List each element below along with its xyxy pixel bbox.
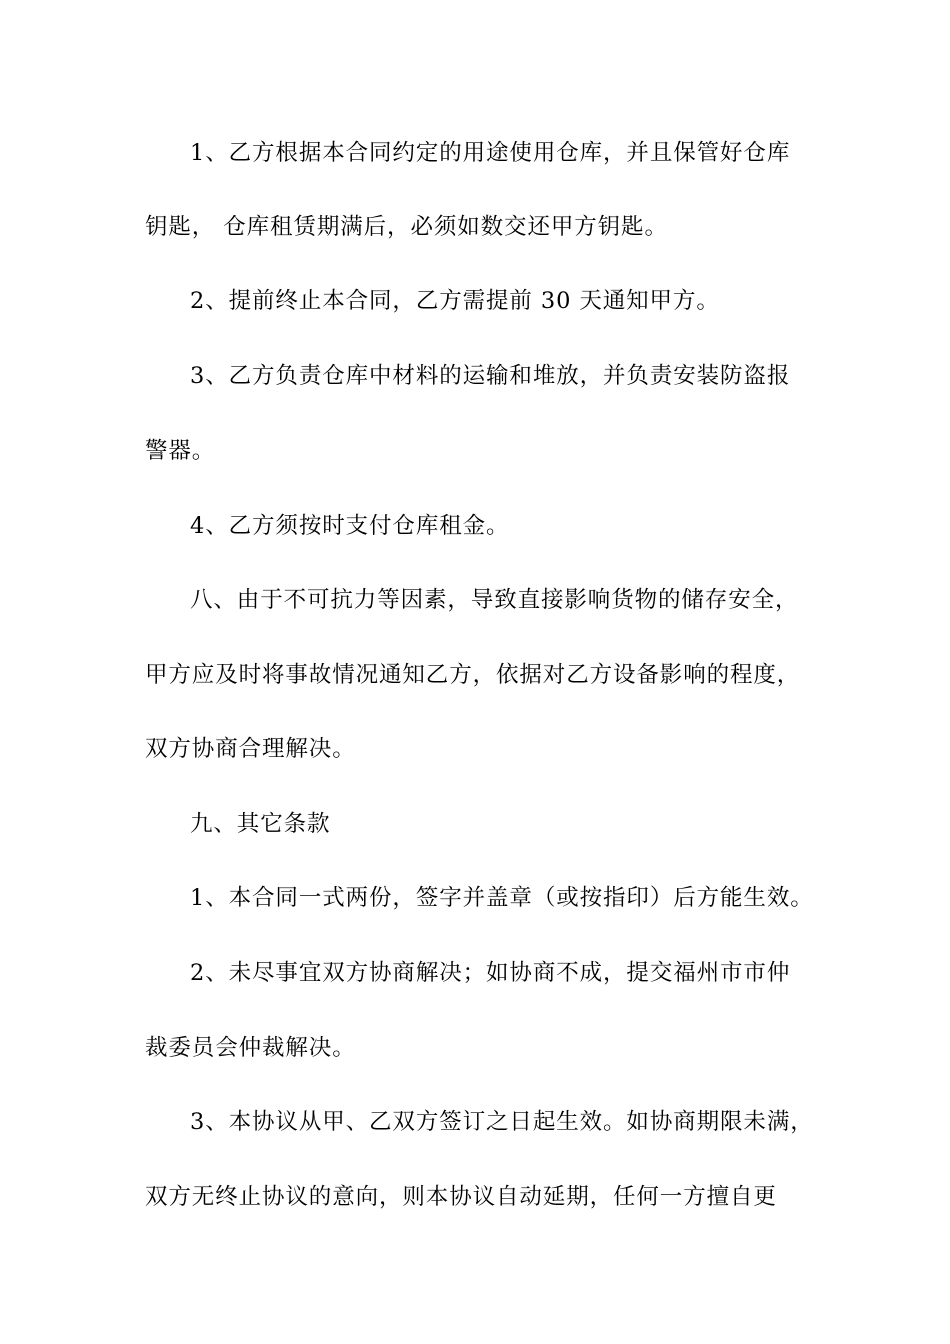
text-line: 钥匙， 仓库租赁期满后，必须如数交还甲方钥匙。 (145, 214, 668, 240)
text-line: 1、乙方根据本合同约定的用途使用仓库，并且保管好仓库 (190, 140, 791, 166)
text-line: 2、未尽事宜双方协商解决；如协商不成，提交福州市市仲 (190, 960, 791, 986)
text-line: 3、本协议从甲、乙双方签订之日起生效。如协商期限未满， (190, 1109, 814, 1135)
text-line: 3、乙方负责仓库中材料的运输和堆放，并负责安装防盗报 (190, 363, 791, 389)
text-line: 双方无终止协议的意向，则本协议自动延期，任何一方擅自更 (145, 1184, 777, 1210)
text-line: 警器。 (145, 438, 216, 464)
text-line: 甲方应及时将事故情况通知乙方，依据对乙方设备影响的程度， (145, 662, 801, 688)
text-line: 双方协商合理解决。 (145, 736, 356, 762)
text-line: 4、乙方须按时支付仓库租金。 (190, 513, 510, 539)
section-heading: 九、其它条款 (190, 811, 331, 837)
text-line: 裁委员会仲裁解决。 (145, 1035, 356, 1061)
text-line: 1、本合同一式两份，签字并盖章（或按指印）后方能生效。 (190, 885, 814, 911)
text-line: 八、由于不可抗力等因素，导致直接影响货物的储存安全， (190, 587, 799, 613)
text-line: 2、提前终止本合同，乙方需提前 30 天通知甲方。 (190, 288, 720, 314)
